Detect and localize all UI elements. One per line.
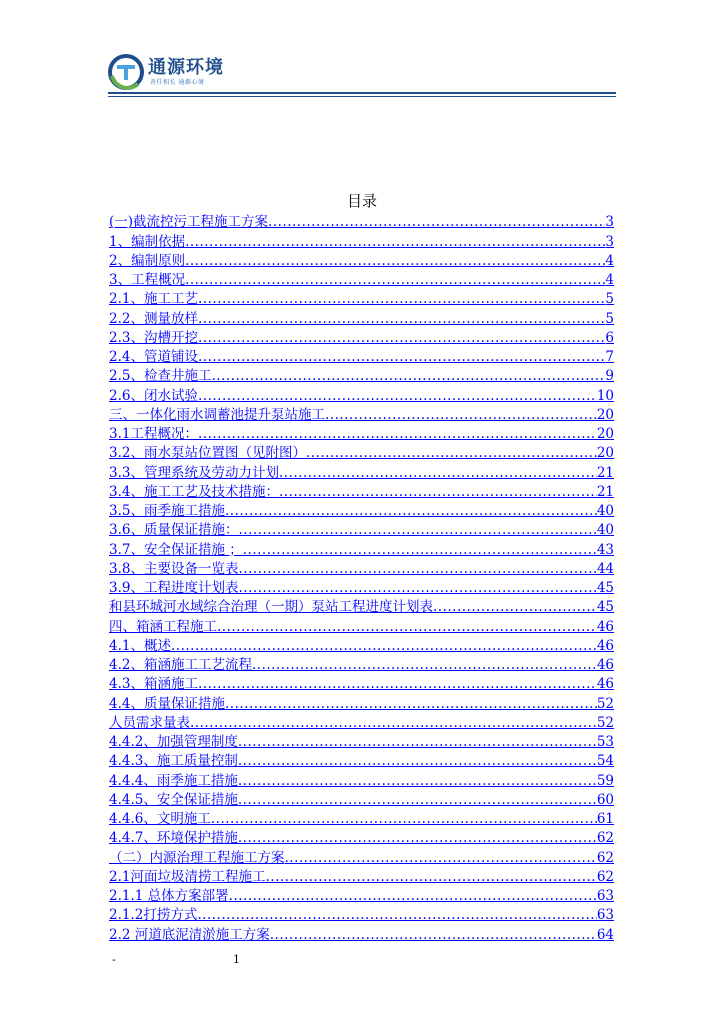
toc-entry[interactable] (109, 500, 614, 519)
toc-dot-leader (433, 599, 597, 615)
toc-entry[interactable] (109, 404, 614, 423)
toc-entry-page: 46 (596, 637, 614, 654)
toc-entry[interactable] (109, 269, 614, 288)
toc-entry-page: 63 (596, 907, 614, 924)
toc-entry-page: 60 (596, 791, 614, 808)
footer-dash: - (112, 953, 116, 966)
toc-entry-page: 62 (596, 830, 614, 847)
toc-entry-label: 1、编制依据 (109, 233, 186, 250)
toc-entry-page: 43 (596, 541, 614, 558)
toc-entry-label: 4.4.7、环境保护措施 (109, 830, 238, 847)
toc-entry[interactable] (109, 384, 614, 403)
toc-dot-leader (229, 888, 597, 904)
toc-dot-leader (238, 561, 596, 577)
toc-entry-page: 3 (605, 233, 614, 250)
toc-entry-label: 和县环城河水域综合治理（一期）泵站工程进度计划表 (109, 599, 433, 616)
toc-entry-label: 3.7、安全保证措施 ； (109, 541, 243, 558)
toc-entry[interactable] (109, 827, 614, 846)
toc-entry-page: 7 (605, 349, 614, 365)
toc-entry[interactable] (109, 731, 614, 750)
toc-entry-page: 62 (596, 849, 614, 866)
toc-entry-label: 3.5、雨季施工措施 (109, 503, 225, 519)
toc-dot-leader (238, 580, 596, 596)
toc-entry-label: 4.4.6、文明施工 (109, 811, 211, 827)
toc-entry-label: 2.1、施工工艺 (109, 291, 198, 308)
toc-entry[interactable] (109, 577, 614, 596)
toc-dot-leader (225, 503, 597, 519)
toc-entry-label: 人员需求量表 (109, 714, 190, 731)
toc-dot-leader (211, 811, 597, 827)
toc-entry[interactable] (109, 923, 614, 942)
toc-entry[interactable] (109, 673, 614, 692)
toc-entry[interactable] (109, 885, 614, 904)
toc-entry-label: 2.3、沟槽开挖 (109, 329, 198, 346)
toc-entry-label: (一)截流控污工程施工方案 (109, 214, 269, 231)
toc-entry-page: 5 (605, 291, 614, 308)
toc-entry[interactable] (109, 789, 614, 808)
toc-entry[interactable] (109, 423, 614, 442)
toc-entry-page: 21 (596, 464, 614, 481)
toc-entry-label: （二）内源治理工程施工方案 (109, 849, 285, 866)
toc-entry[interactable] (109, 558, 614, 577)
toc-dot-leader (243, 542, 597, 558)
toc-entry[interactable] (109, 365, 614, 384)
company-slogan: 善任相长 通源心境 (150, 79, 205, 86)
company-logo-icon (108, 54, 144, 90)
toc-dot-leader (265, 869, 596, 885)
toc-dot-leader (190, 715, 597, 731)
toc-entry[interactable] (109, 519, 614, 538)
toc-entry[interactable] (109, 712, 614, 731)
toc-entry-page: 52 (596, 714, 614, 731)
toc-entry-label: 3.4、施工工艺及技术措施： (109, 483, 279, 500)
header-rule-thick (108, 92, 616, 94)
toc-entry[interactable] (109, 461, 614, 480)
toc-entry[interactable] (109, 635, 614, 654)
toc-entry-page: 20 (596, 406, 614, 423)
toc-entry-label: 2.1.2打捞方式 (109, 907, 198, 924)
toc-entry-page: 46 (596, 676, 614, 693)
toc-dot-leader (285, 850, 597, 866)
toc-dot-leader (211, 368, 605, 384)
toc-dot-leader (198, 311, 605, 327)
toc-entry-page: 6 (605, 329, 614, 346)
toc-entry-page: 4 (605, 272, 614, 288)
toc-entry[interactable] (109, 904, 614, 923)
toc-dot-leader (238, 522, 596, 538)
toc-entry-page: 61 (596, 811, 614, 827)
toc-dot-leader (217, 619, 597, 635)
toc-entry-page: 62 (596, 868, 614, 885)
header-rule-thin (108, 96, 616, 97)
toc-entry-label: 4.4.3、施工质量控制 (109, 753, 238, 770)
toc-entry-label: 4.2、箱涵施工工艺流程 (109, 657, 252, 673)
toc-entry-page: 20 (596, 426, 614, 442)
toc-entry-page: 53 (596, 734, 614, 750)
toc-entry-page: 54 (596, 753, 614, 770)
toc-dot-leader (238, 792, 597, 808)
toc-dot-leader (185, 253, 605, 269)
toc-entry-page: 45 (596, 580, 614, 596)
toc-dot-leader (279, 484, 597, 500)
toc-entry-label: 3.8、主要设备一览表 (109, 560, 239, 577)
toc-dot-leader (197, 907, 596, 923)
toc-entry-page: 44 (596, 560, 614, 577)
toc-entry-page: 40 (596, 522, 614, 539)
toc-dot-leader (198, 388, 597, 404)
toc-entry-label: 4.4.2、加强管理制度 (109, 734, 238, 750)
toc-entry-label: 三、一体化雨水调蓄池提升泵站施工 (109, 406, 325, 423)
toc-entry-page: 45 (596, 599, 614, 616)
toc-dot-leader (279, 465, 597, 481)
toc-dot-leader (198, 676, 597, 692)
toc-entry[interactable] (109, 654, 614, 673)
toc-entry-page: 20 (596, 445, 614, 462)
toc-entry-page: 40 (596, 503, 614, 519)
toc-entry-page: 46 (596, 657, 614, 673)
toc-dot-leader (225, 696, 597, 712)
page-header (108, 46, 616, 96)
toc-entry[interactable] (109, 211, 614, 230)
toc-entry[interactable] (109, 846, 614, 865)
toc-entry-label: 3、工程概况 (109, 272, 186, 288)
toc-dot-leader (238, 753, 597, 769)
toc-dot-leader (185, 272, 605, 288)
toc-entry-label: 4.1、概述 (109, 637, 171, 654)
toc-entry-label: 4.4、质量保证措施 (109, 695, 225, 712)
toc-entry[interactable] (109, 808, 614, 827)
footer-page-number: 1 (233, 953, 240, 966)
toc-entry-label: 2.6、闭水试验 (109, 387, 198, 404)
table-of-contents (109, 211, 614, 943)
toc-entry-label: 4.4.5、安全保证措施 (109, 791, 238, 808)
toc-entry-label: 2.1河面垃圾清捞工程施工 (109, 868, 266, 885)
toc-entry[interactable] (109, 307, 614, 326)
toc-entry-label: 四、箱涵工程施工 (109, 618, 217, 635)
toc-dot-leader (171, 638, 597, 654)
toc-entry[interactable] (109, 596, 614, 615)
toc-entry-label: 2.2 河道底泥清淤施工方案 (109, 926, 270, 943)
toc-dot-leader (185, 234, 605, 250)
toc-entry-page: 9 (605, 368, 614, 385)
toc-entry-label: 4.4.4、雨季施工措施 (109, 772, 238, 789)
toc-dot-leader (238, 830, 597, 846)
toc-dot-leader (198, 291, 605, 307)
toc-entry-page: 52 (596, 695, 614, 712)
toc-entry[interactable] (109, 346, 614, 365)
toc-entry[interactable] (109, 250, 614, 269)
toc-dot-leader (268, 214, 605, 230)
toc-dot-leader (252, 657, 597, 673)
toc-entry-page: 64 (596, 926, 614, 943)
toc-entry-label: 2.4、管道铺设 (109, 349, 198, 365)
toc-entry-label: 3.1工程概况： (109, 426, 198, 442)
toc-entry[interactable] (109, 288, 614, 307)
toc-entry-label: 3.2、雨水泵站位置图（见附图） (109, 445, 306, 462)
toc-entry-label: 3.6、质量保证措施： (109, 522, 239, 539)
toc-entry-label: 3.3、管理系统及劳动力计划 (109, 464, 279, 481)
toc-entry-label: 2、编制原则 (109, 252, 186, 269)
toc-entry[interactable] (109, 538, 614, 557)
toc-entry[interactable] (109, 481, 614, 500)
toc-entry[interactable] (109, 866, 614, 885)
toc-dot-leader (270, 927, 597, 943)
toc-entry[interactable] (109, 769, 614, 788)
toc-entry-label: 2.1.1 总体方案部署 (109, 888, 229, 904)
toc-entry-label: 2.5、检查井施工 (109, 368, 212, 385)
toc-entry-page: 3 (605, 214, 614, 231)
toc-entry[interactable] (109, 442, 614, 461)
toc-entry-page: 5 (605, 310, 614, 327)
toc-entry-page: 46 (596, 618, 614, 635)
toc-dot-leader (238, 773, 597, 789)
toc-dot-leader (238, 734, 597, 750)
toc-entry-label: 2.2、测量放样 (109, 310, 198, 327)
toc-dot-leader (306, 445, 597, 461)
toc-entry[interactable] (109, 327, 614, 346)
toc-dot-leader (198, 330, 605, 346)
toc-entry-page: 59 (596, 772, 614, 789)
toc-entry[interactable] (109, 692, 614, 711)
company-name: 通源环境 (148, 57, 224, 78)
toc-entry[interactable] (109, 615, 614, 634)
toc-entry-page: 4 (605, 252, 614, 269)
toc-entry-label: 4.3、箱涵施工 (109, 676, 198, 693)
toc-entry-page: 63 (596, 888, 614, 904)
toc-entry-label: 3.9、工程进度计划表 (109, 580, 239, 596)
toc-dot-leader (198, 426, 597, 442)
toc-entry[interactable] (109, 750, 614, 769)
toc-title: 目录 (346, 192, 377, 210)
toc-dot-leader (198, 349, 605, 365)
toc-entry-page: 21 (596, 483, 614, 500)
toc-entry[interactable] (109, 230, 614, 249)
toc-dot-leader (325, 407, 597, 423)
toc-entry-page: 10 (596, 387, 614, 404)
